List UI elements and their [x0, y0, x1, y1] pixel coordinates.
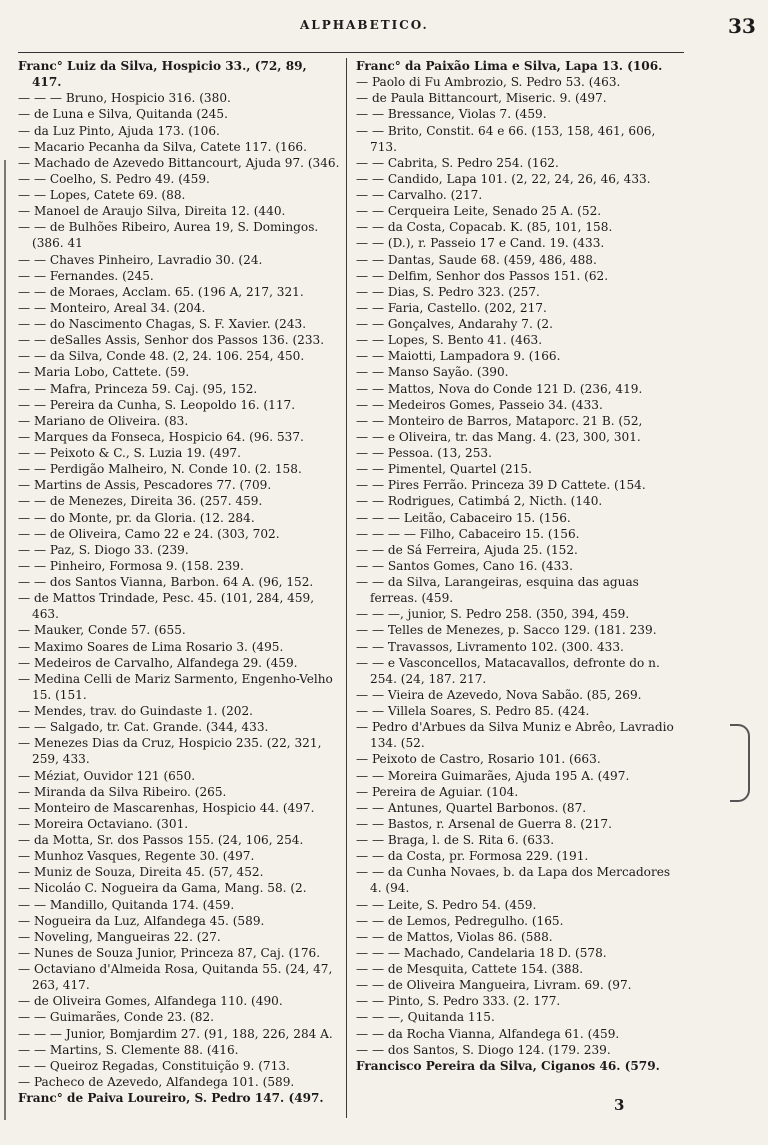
directory-entry: Franc° Luiz da Silva, Hospicio 33., (72, 89, 417. [18, 59, 307, 90]
directory-entry: — — — Leitão, Cabaceiro 15. (156. [356, 510, 571, 525]
directory-entry: — Mariano de Oliveira. (83. [18, 413, 189, 428]
directory-entry: — Noveling, Mangueiras 22. (27. [18, 929, 221, 944]
directory-entry: — de Paula Bittancourt, Miseric. 9. (497. [356, 91, 607, 106]
directory-entry: — — Santos Gomes, Cano 16. (433. [356, 558, 573, 573]
directory-entry: — — Faria, Castello. (202, 217. [356, 300, 547, 315]
directory-entry: — Pedro d'Arbues da Silva Muniz e Abrêo, Lavradio 134. (52. [356, 720, 674, 751]
directory-entry: — da Motta, Sr. dos Passos 155. (24, 106, 254. [18, 833, 304, 847]
binding-edge [4, 160, 6, 1120]
directory-entry: — — (D.), r. Passeio 17 e Cand. 19. (433. [356, 236, 605, 251]
directory-entry: — — da Cunha Novaes, b. da Lapa dos Mercadores 4. (94. [356, 865, 671, 896]
directory-entry: — — de Oliveira, Camo 22 e 24. (303, 702. [18, 526, 280, 541]
directory-entry: — Mendes, trav. do Guindaste 1. (202. [18, 704, 254, 718]
directory-entry: — Mauker, Conde 57. (655. [18, 623, 186, 638]
directory-entry: — Macario Pecanha da Silva, Catete 117. (166. [18, 139, 307, 154]
directory-entry: — — Salgado, tr. Cat. Grande. (344, 433. [18, 720, 269, 735]
directory-entry: — Maria Lobo, Cattete. (59. [18, 365, 190, 380]
running-title: ALPHABETICO. [300, 18, 429, 32]
directory-entry: — — Telles de Menezes, p. Sacco 129. (181. 239. [356, 623, 657, 638]
directory-entry: — Miranda da Silva Ribeiro. (265. [18, 784, 227, 799]
directory-entry: — Nogueira da Luz, Alfandega 45. (589. [18, 913, 265, 928]
directory-entry: — — Vieira de Azevedo, Nova Sabão. (85, 269. [356, 687, 642, 702]
directory-entry: — de Oliveira Gomes, Alfandega 110. (490. [18, 994, 283, 1009]
directory-entry: — — da Silva, Conde 48. (2, 24. 106. 254, 450. [18, 349, 305, 364]
directory-entry: — — Lopes, Catete 69. (88. [18, 188, 186, 202]
directory-entry: — — Leite, S. Pedro 54. (459. [356, 897, 537, 912]
directory-entry: — de Mattos Trindade, Pesc. 45. (101, 284, 459, 463. [18, 591, 315, 622]
directory-entry: — — Bressance, Violas 7. (459. [356, 107, 547, 122]
directory-entry: — Menezes Dias da Cruz, Hospicio 235. (22, 321, 259, 433. [18, 736, 322, 767]
directory-entry: — — — Junior, Bomjardim 27. (91, 188, 226, 284 A. [18, 1026, 333, 1041]
directory-entry: — — Villela Soares, S. Pedro 85. (424. [356, 704, 590, 718]
directory-entry: — — de Oliveira Mangueira, Livram. 69. (97. [356, 978, 632, 993]
directory-entry: — — Cabrita, S. Pedro 254. (162. [356, 155, 559, 170]
page-signature: 3 [614, 1096, 625, 1114]
directory-entry: — — Dias, S. Pedro 323. (257. [356, 284, 540, 299]
directory-entry: — — Braga, l. de S. Rita 6. (633. [356, 833, 555, 847]
margin-bracket [730, 724, 750, 802]
directory-entry: — — Gonçalves, Andarahy 7. (2. [356, 317, 553, 331]
directory-entry: — Monteiro de Mascarenhas, Hospicio 44. (497. [18, 800, 315, 815]
directory-entry: — — Medeiros Gomes, Passeio 34. (433. [356, 397, 603, 412]
directory-entry: — — e Oliveira, tr. das Mang. 4. (23, 300, 301. [356, 429, 641, 444]
directory-entry: — — Peixoto & C., S. Luzia 19. (497. [18, 446, 241, 460]
directory-entry: — Marques da Fonseca, Hospicio 64. (96. 537. [18, 429, 304, 444]
directory-entry: — — Rodrigues, Catimbá 2, Nicth. (140. [356, 494, 603, 509]
directory-entry: — Pacheco de Azevedo, Alfandega 101. (589. [18, 1074, 295, 1089]
directory-entry: Franc° de Paiva Loureiro, S. Pedro 147. (497. [18, 1091, 324, 1105]
directory-entry: — — — Bruno, Hospicio 316. (380. [18, 91, 231, 106]
page-number: 33 [728, 14, 756, 38]
directory-entry: — — Queiroz Regadas, Constituição 9. (713. [18, 1058, 290, 1073]
directory-entry: — — Guimarães, Conde 23. (82. [18, 1010, 215, 1025]
directory-entry: — — Pereira da Cunha, S. Leopoldo 16. (117. [18, 397, 296, 412]
directory-entry: — — deSalles Assis, Senhor dos Passos 136. (233. [18, 333, 325, 348]
directory-entry: — — de Sá Ferreira, Ajuda 25. (152. [356, 542, 578, 557]
directory-entry: — Méziat, Ouvidor 121 (650. [18, 768, 196, 783]
directory-entry: — Manoel de Araujo Silva, Direita 12. (440. [18, 204, 286, 219]
directory-entry: — Martins de Assis, Pescadores 77. (709. [18, 478, 272, 493]
directory-entry: — — de Menezes, Direita 36. (257. 459. [18, 494, 263, 509]
directory-entry: — — Mattos, Nova do Conde 121 D. (236, 419. [356, 381, 643, 396]
directory-entry: — — Mafra, Princeza 59. Caj. (95, 152. [18, 381, 258, 396]
right-column [356, 58, 678, 1074]
directory-entry: — — — Machado, Candelaria 18 D. (578. [356, 945, 607, 960]
directory-entry: — — Pimentel, Quartel (215. [356, 462, 532, 477]
directory-entry: — — Manso Sayão. (390. [356, 365, 509, 380]
directory-entry: — de Luna e Silva, Quitanda (245. [18, 107, 228, 122]
directory-entry: — — de Lemos, Pedregulho. (165. [356, 913, 564, 928]
directory-entry: — — Delfim, Senhor dos Passos 151. (62. [356, 268, 609, 283]
directory-entry: — Maximo Soares de Lima Rosario 3. (495. [18, 639, 284, 654]
directory-entry: — — Perdigão Malheiro, N. Conde 10. (2. 158. [18, 462, 302, 477]
directory-entry: — — Coelho, S. Pedro 49. (459. [18, 171, 210, 186]
directory-entry: — — de Bulhões Ribeiro, Aurea 19, S. Domingos. (386. 41 [18, 220, 319, 251]
directory-entry: — Octaviano d'Almeida Rosa, Quitanda 55. (24, 47, 263, 417. [18, 962, 333, 993]
header-rule [18, 52, 684, 53]
directory-entry: — — dos Santos, S. Diogo 124. (179. 239. [356, 1042, 611, 1057]
page-header [0, 6, 768, 46]
directory-entry: — — Moreira Guimarães, Ajuda 195 A. (497. [356, 768, 630, 783]
directory-entry: — — e Vasconcellos, Matacavallos, defronte do n. 254. (24, 187. 217. [356, 655, 660, 686]
directory-entry: — Nicoláo C. Nogueira da Gama, Mang. 58. (2. [18, 881, 307, 896]
directory-entry: — — Monteiro de Barros, Mataporc. 21 B. (52, [356, 413, 643, 428]
directory-entry: — — da Silva, Larangeiras, esquina das aguas ferreas. (459. [356, 575, 639, 606]
directory-entry: — — Brito, Constit. 64 e 66. (153, 158, 461, 606, 713. [356, 123, 656, 154]
directory-entry: — — Paz, S. Diogo 33. (239. [18, 542, 189, 557]
directory-entry: — — — — Filho, Cabaceiro 15. (156. [356, 526, 580, 541]
directory-entry: — — Pinheiro, Formosa 9. (158. 239. [18, 558, 244, 573]
directory-entry: — Peixoto de Castro, Rosario 101. (663. [356, 752, 601, 767]
directory-entry: — — do Monte, pr. da Gloria. (12. 284. [18, 510, 255, 525]
directory-entry: — — Antunes, Quartel Barbonos. (87. [356, 800, 587, 815]
directory-entry: — — Pinto, S. Pedro 333. (2. 177. [356, 994, 561, 1009]
directory-entry: — — Chaves Pinheiro, Lavradio 30. (24. [18, 252, 263, 267]
column-divider [346, 58, 347, 1118]
directory-entry: — — de Mesquita, Cattete 154. (388. [356, 962, 584, 976]
directory-entry: — — Carvalho. (217. [356, 188, 483, 202]
directory-entry: — — Fernandes. (245. [18, 268, 154, 283]
directory-entry: — Munhoz Vasques, Regente 30. (497. [18, 849, 255, 864]
directory-entry: — Moreira Octaviano. (301. [18, 816, 189, 831]
directory-entry: — — Lopes, S. Bento 41. (463. [356, 333, 543, 348]
directory-entry: — — da Costa, pr. Formosa 229. (191. [356, 849, 589, 864]
directory-entry: — — Travassos, Livramento 102. (300. 433. [356, 639, 624, 654]
directory-entry: — Muniz de Souza, Direita 45. (57, 452. [18, 865, 264, 880]
directory-entry: — Machado de Azevedo Bittancourt, Ajuda 97. (346. [18, 155, 340, 170]
directory-entry: — — Bastos, r. Arsenal de Guerra 8. (217. [356, 816, 612, 831]
directory-entry: — — —, Quitanda 115. [356, 1010, 495, 1025]
directory-entry: — Pereira de Aguiar. (104. [356, 784, 519, 799]
directory-entry: — — do Nascimento Chagas, S. F. Xavier. (243. [18, 317, 307, 331]
directory-entry: — Medeiros de Carvalho, Alfandega 29. (459. [18, 655, 298, 670]
directory-entry: Francisco Pereira da Silva, Ciganos 46. (579. [356, 1058, 660, 1073]
directory-entry: — — Mandillo, Quitanda 174. (459. [18, 897, 235, 912]
left-column [18, 58, 340, 1106]
directory-entry: — — Cerqueira Leite, Senado 25 A. (52. [356, 204, 602, 219]
directory-entry: Franc° da Paixão Lima e Silva, Lapa 13. (106. [356, 59, 663, 73]
directory-entry: — — Pessoa. (13, 253. [356, 446, 492, 460]
directory-entry: — da Luz Pinto, Ajuda 173. (106. [18, 123, 220, 138]
directory-entry: — — Dantas, Saude 68. (459, 486, 488. [356, 252, 597, 267]
directory-entry: — — da Costa, Copacab. K. (85, 101, 158. [356, 220, 613, 235]
directory-entry: — — de Mattos, Violas 86. (588. [356, 929, 553, 944]
directory-entry: — — Maiotti, Lampadora 9. (166. [356, 349, 561, 364]
directory-entry: — — Monteiro, Areal 34. (204. [18, 300, 206, 315]
directory-entry: — Nunes de Souza Junior, Princeza 87, Caj. (176. [18, 945, 321, 960]
directory-entry: — — Pires Ferrão. Princeza 39 D Cattete. (154. [356, 478, 646, 493]
directory-entry: — — Martins, S. Clemente 88. (416. [18, 1042, 239, 1057]
directory-entry: — — Candido, Lapa 101. (2, 22, 24, 26, 46, 433. [356, 171, 651, 186]
directory-entry: — Paolo di Fu Ambrozio, S. Pedro 53. (463. [356, 75, 621, 90]
directory-entry: — — dos Santos Vianna, Barbon. 64 A. (96, 152. [18, 575, 314, 589]
directory-entry: — — de Moraes, Acclam. 65. (196 A, 217, 321. [18, 284, 304, 299]
directory-entry: — Medina Celli de Mariz Sarmento, Engenho-Velho 15. (151. [18, 671, 333, 702]
directory-entry: — — —, junior, S. Pedro 258. (350, 394, 459. [356, 607, 630, 622]
directory-entry: — — da Rocha Vianna, Alfandega 61. (459. [356, 1026, 620, 1041]
